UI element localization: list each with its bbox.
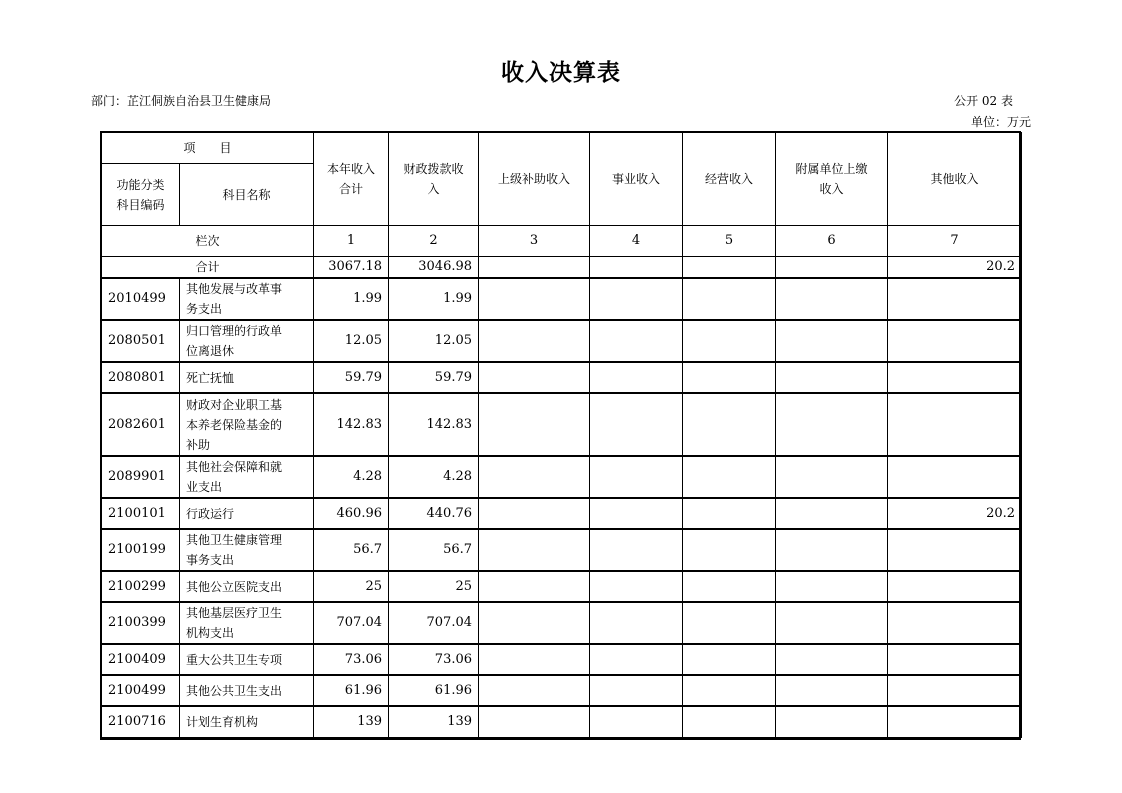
row-value [683,644,776,675]
table-row [102,644,1022,675]
col-num: 7 [888,226,1022,257]
row-value [776,362,888,393]
department-label: 部门：芷江侗族自治县卫生健康局 [91,94,272,108]
row-value [776,571,888,602]
row-subject-name: 重大公共卫生专项 [180,644,314,675]
income-table [101,132,1022,738]
col-num: 4 [590,226,683,257]
row-value [776,602,888,644]
col-num: 6 [776,226,888,257]
header-col-business: 事业收入 [590,133,683,226]
row-value [683,320,776,362]
row-value: 707.04 [314,602,389,644]
row-value [683,571,776,602]
row-value: 139 [314,706,389,737]
row-value [888,706,1022,737]
row-value: 12.05 [389,320,479,362]
header-item: 项 目 [102,133,314,164]
row-value [590,602,683,644]
row-value [776,278,888,320]
row-value [479,675,590,706]
col-num: 5 [683,226,776,257]
header-col-affiliated: 附属单位上缴 收入 [776,133,888,226]
row-value [479,278,590,320]
row-value [776,498,888,529]
row-value [683,602,776,644]
row-value [888,362,1022,393]
row-code: 2100399 [102,602,180,644]
header-col-operating: 经营收入 [683,133,776,226]
row-value [888,571,1022,602]
row-value: 73.06 [314,644,389,675]
row-value [888,675,1022,706]
row-value [683,529,776,571]
row-subject-name: 其他卫生健康管理 事务支出 [180,529,314,571]
total-value: 3046.98 [389,257,479,279]
total-value [479,257,590,279]
unit-label: 单位：万元 [970,115,1031,129]
row-value: 440.76 [389,498,479,529]
row-value [590,571,683,602]
row-code: 2100199 [102,529,180,571]
table-row [102,498,1022,529]
total-value [590,257,683,279]
row-value: 4.28 [314,456,389,498]
row-value: 61.96 [389,675,479,706]
row-value [776,393,888,456]
row-value [888,393,1022,456]
row-value: 56.7 [314,529,389,571]
row-value: 460.96 [314,498,389,529]
row-value: 25 [314,571,389,602]
row-value [683,498,776,529]
header-subject-name: 科目名称 [180,164,314,226]
row-subject-name: 财政对企业职工基 本养老保险基金的 补助 [180,393,314,456]
header-col-total: 本年收入 合计 [314,133,389,226]
header-col-other: 其他收入 [888,133,1022,226]
total-value [683,257,776,279]
row-value [590,278,683,320]
row-code: 2080801 [102,362,180,393]
row-value [683,675,776,706]
row-code: 2010499 [102,278,180,320]
col-num: 2 [389,226,479,257]
row-value [888,602,1022,644]
row-value: 61.96 [314,675,389,706]
header-func-code: 功能分类 科目编码 [102,164,180,226]
row-value [888,644,1022,675]
row-value [479,602,590,644]
table-row [102,675,1022,706]
table-row [102,456,1022,498]
row-code: 2082601 [102,393,180,456]
row-value: 59.79 [314,362,389,393]
row-value: 142.83 [314,393,389,456]
row-subject-name: 归口管理的行政单 位离退休 [180,320,314,362]
row-value: 56.7 [389,529,479,571]
row-subject-name: 其他发展与改革事 务支出 [180,278,314,320]
row-code: 2080501 [102,320,180,362]
row-value [683,278,776,320]
row-subject-name: 其他基层医疗卫生 机构支出 [180,602,314,644]
table-row [102,706,1022,737]
row-value [888,529,1022,571]
table-row [102,393,1022,456]
row-value [683,706,776,737]
row-value [683,393,776,456]
row-value [479,498,590,529]
table-row [102,571,1022,602]
row-code: 2100716 [102,706,180,737]
row-subject-name: 计划生育机构 [180,706,314,737]
row-value: 73.06 [389,644,479,675]
row-value [683,362,776,393]
col-num: 3 [479,226,590,257]
row-value [590,456,683,498]
row-subject-name: 其他公立医院支出 [180,571,314,602]
row-value: 139 [389,706,479,737]
row-value [479,393,590,456]
lan-ci-label: 栏次 [102,226,314,257]
row-value [479,644,590,675]
row-value: 142.83 [389,393,479,456]
table-row [102,529,1022,571]
row-subject-name: 死亡抚恤 [180,362,314,393]
row-value [590,644,683,675]
row-value: 4.28 [389,456,479,498]
row-value [590,498,683,529]
header-col-superior: 上级补助收入 [479,133,590,226]
row-value: 12.05 [314,320,389,362]
row-value [479,456,590,498]
row-value [776,529,888,571]
row-code: 2100409 [102,644,180,675]
row-value [479,320,590,362]
table-row [102,278,1022,320]
row-value [776,320,888,362]
row-value [590,529,683,571]
row-value [776,706,888,737]
row-value [479,362,590,393]
row-subject-name: 其他社会保障和就 业支出 [180,456,314,498]
form-number: 公开 02 表 [954,94,1013,108]
table-row [102,320,1022,362]
total-value [776,257,888,279]
total-value: 20.2 [888,257,1022,279]
row-value: 1.99 [389,278,479,320]
row-value [776,456,888,498]
row-value [888,456,1022,498]
row-value: 25 [389,571,479,602]
row-value [590,675,683,706]
row-code: 2100101 [102,498,180,529]
row-value [888,320,1022,362]
row-value [479,529,590,571]
row-value [683,456,776,498]
row-value [479,706,590,737]
row-code: 2100299 [102,571,180,602]
table-row [102,602,1022,644]
header-col-fiscal: 财政拨款收 入 [389,133,479,226]
page-title: 收入决算表 [501,60,621,86]
row-value: 707.04 [389,602,479,644]
table-row [102,362,1022,393]
row-value: 1.99 [314,278,389,320]
row-value [590,320,683,362]
row-value [590,393,683,456]
row-value: 59.79 [389,362,479,393]
row-value [590,706,683,737]
total-label: 合计 [102,257,314,279]
total-row [102,257,1022,279]
row-subject-name: 行政运行 [180,498,314,529]
row-subject-name: 其他公共卫生支出 [180,675,314,706]
row-code: 2100499 [102,675,180,706]
row-value [590,362,683,393]
total-value: 3067.18 [314,257,389,279]
row-value [776,644,888,675]
col-num: 1 [314,226,389,257]
row-value [479,571,590,602]
row-value [776,675,888,706]
row-value [888,278,1022,320]
row-value: 20.2 [888,498,1022,529]
row-code: 2089901 [102,456,180,498]
